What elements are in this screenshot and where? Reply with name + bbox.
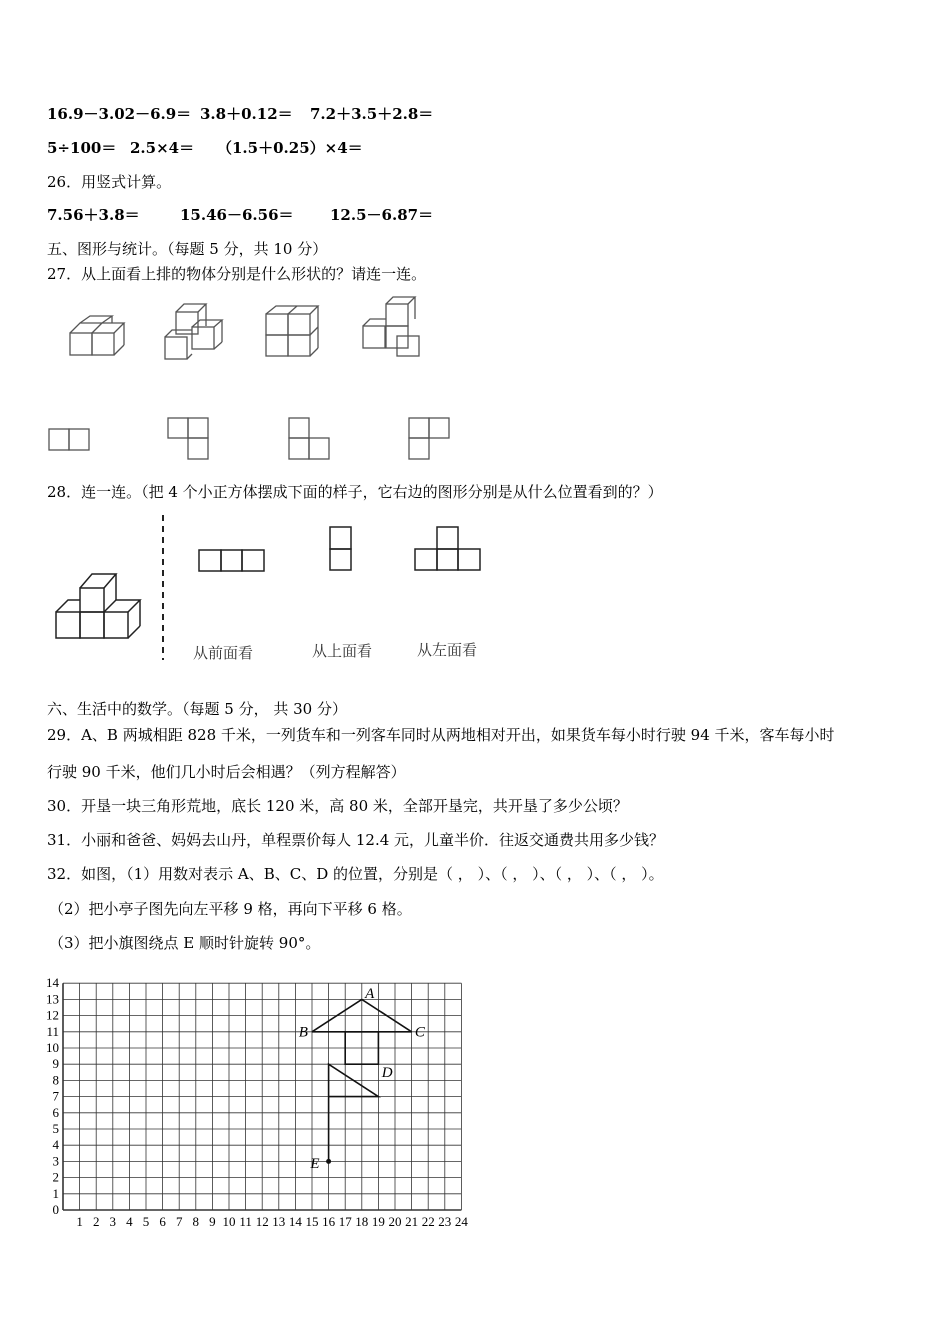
x-tick-label: 22 — [421, 1214, 435, 1229]
x-tick-label: 3 — [109, 1214, 117, 1229]
question-29-line-2: 行驶 90 千米，他们几小时后会相遇？（列方程解答） — [47, 763, 406, 781]
x-tick-label: 5 — [142, 1214, 150, 1229]
label-left-view: 从左面看 — [417, 641, 478, 659]
calc-3: 7.2＋3.5＋2.8＝ — [310, 105, 434, 123]
section-6-title: 六、生活中的数学。（每题 5 分， 共 30 分） — [47, 700, 347, 718]
y-tick-label: 2 — [52, 1169, 59, 1185]
x-tick-label: 19 — [371, 1214, 385, 1229]
y-tick-label: 12 — [46, 1007, 59, 1023]
x-tick-label: 15 — [305, 1214, 319, 1229]
x-tick-label: 10 — [222, 1214, 236, 1229]
label-front-view: 从前面看 — [193, 644, 254, 662]
calc-9: 12.5－6.87＝ — [330, 206, 434, 224]
y-tick-label: 10 — [46, 1040, 59, 1055]
calc-1: 16.9－3.02－6.9＝ — [47, 105, 192, 123]
calc-6: （1.5＋0.25）×4＝ — [217, 139, 363, 157]
point-label-c: C — [414, 1024, 425, 1041]
y-tick-label: 5 — [52, 1121, 59, 1136]
x-tick-label: 14 — [288, 1214, 302, 1229]
x-tick-label: 23 — [438, 1214, 452, 1229]
point-label-a: A — [365, 985, 375, 1002]
x-tick-label: 6 — [159, 1214, 166, 1229]
question-32: 32．如图，（1）用数对表示 A、B、C、D 的位置，分别是（ ， ）、（ ， ）、（ ， ）、（ ， ）。 — [47, 865, 664, 883]
question-31: 31．小丽和爸爸、妈妈去山丹，单程票价每人 12.4 元，儿童半价．往返交通费共用多少钱？ — [47, 831, 665, 849]
y-tick-label: 0 — [52, 1202, 59, 1217]
x-tick-label: 8 — [192, 1214, 200, 1229]
x-tick-label: 16 — [322, 1214, 336, 1229]
x-tick-label: 18 — [355, 1214, 369, 1229]
calc-4: 5÷100＝ — [47, 139, 117, 157]
question-28: 28．连一连。（把 4 个小正方体摆成下面的样子，它右边的图形分别是从什么位置看到的？） — [47, 483, 663, 501]
x-tick-label: 7 — [175, 1214, 183, 1229]
x-tick-label: 4 — [126, 1214, 133, 1229]
point-e-dot — [326, 1159, 331, 1164]
y-tick-label: 9 — [52, 1056, 59, 1072]
x-tick-label: 12 — [255, 1214, 269, 1229]
y-tick-label: 8 — [52, 1072, 59, 1088]
x-tick-label: 24 — [454, 1214, 468, 1229]
point-label-e: E — [310, 1155, 320, 1172]
x-tick-label: 1 — [76, 1214, 83, 1229]
x-tick-label: 20 — [388, 1214, 402, 1229]
x-tick-label: 9 — [209, 1214, 216, 1229]
question-32-part-3: （3）把小旗图绕点 E 顺时针旋转 90°。 — [49, 934, 321, 952]
calc-2: 3.8＋0.12＝ — [200, 105, 293, 123]
y-tick-label: 7 — [52, 1088, 59, 1104]
calc-8: 15.46－6.56＝ — [180, 206, 294, 224]
x-tick-label: 11 — [239, 1214, 252, 1229]
y-tick-label: 4 — [52, 1137, 59, 1153]
question-30: 30．开垦一块三角形荒地，底长 120 米，高 80 米，全部开垦完，共开垦了多少公顷？ — [47, 797, 628, 815]
y-tick-label: 1 — [52, 1185, 59, 1201]
question-27: 27．从上面看上排的物体分别是什么形状的？请连一连。 — [47, 265, 427, 283]
calc-5: 2.5×4＝ — [130, 139, 195, 157]
y-tick-label: 14 — [46, 975, 59, 991]
section-5-title: 五、图形与统计。（每题 5 分，共 10 分） — [47, 240, 328, 258]
point-label-d: D — [381, 1065, 393, 1082]
x-tick-label: 17 — [338, 1214, 352, 1229]
question-32-part-2: （2）把小亭子图先向左平移 9 格，再向下平移 6 格。 — [49, 900, 412, 918]
y-tick-label: 13 — [46, 991, 59, 1007]
y-tick-label: 6 — [52, 1104, 59, 1120]
question-29-line-1: 29．A、B 两城相距 828 千米，一列货车和一列客车同时从两地相对开出，如果货车每小时行驶 94 千米，客车每小时 — [47, 726, 835, 744]
calc-7: 7.56＋3.8＝ — [47, 206, 140, 224]
question-26: 26．用竖式计算。 — [47, 173, 172, 191]
x-tick-label: 2 — [92, 1214, 100, 1229]
label-top-view: 从上面看 — [312, 642, 373, 660]
y-tick-label: 3 — [52, 1153, 59, 1169]
x-tick-label: 21 — [405, 1214, 419, 1229]
point-label-b: B — [298, 1024, 308, 1041]
y-tick-label: 11 — [46, 1023, 59, 1039]
x-tick-label: 13 — [272, 1214, 286, 1229]
